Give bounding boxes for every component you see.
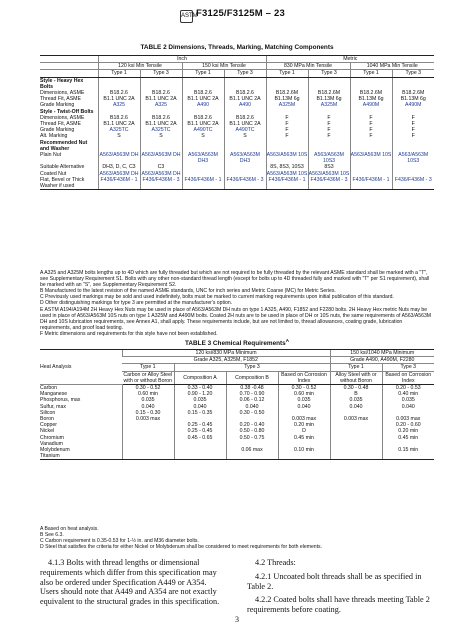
table-cell <box>182 140 224 152</box>
footnote: A A325 and A325M bolts lengths up to 4D which are fully threaded but which are not required to be fully threaded by the relevant ASME standard shall be marked with a "T", see Supplementary Requirement S1. Bolts with any other non-standard thread length (except for bolts up to 4D threaded fully and marked with "T" per S1 requirement), shall be marked with an "S", see Supplementary Requirement S2. <box>40 270 430 289</box>
table-cell: 0.035 <box>330 397 382 403</box>
table-cell: S <box>140 133 182 139</box>
type-header: Type 3 <box>140 70 182 77</box>
footnote: B Manufactured to the latest revision of the named ASME standards, UNC for inch series and Metric Coarse (MC) for Metric Series. <box>40 288 336 295</box>
heat-analysis-header: Heat Analysis <box>40 350 122 385</box>
table3-title-sup: A <box>285 338 289 343</box>
table-cell: A563/A563M 10S3 <box>392 152 434 164</box>
row-label: Style - Heavy Hex Bolts <box>40 77 84 90</box>
paragraph-4-2-2: 4.2.2 Coated bolts shall have threads meeting Table 2 requirements before coating. <box>247 595 430 615</box>
row-label: Boron <box>40 416 54 423</box>
row-label: Plain Nut <box>40 152 62 159</box>
table-cell: F <box>392 127 434 133</box>
table-cell: B1.1 UNC 2A <box>182 96 224 102</box>
table-cell: B18.2.6 <box>224 90 266 96</box>
table-cell: B1.1 UNC 2A <box>224 96 266 102</box>
type1-header: Type 1 <box>122 364 174 371</box>
grade-metric: 150 ksi/1040 MPa Minimum <box>330 350 434 357</box>
row-label: Grade Marking <box>40 102 75 109</box>
type-header: Type 1 <box>266 70 308 77</box>
table-cell: B <box>330 391 382 397</box>
table-cell: A563/A563M 10S <box>308 170 350 177</box>
table-cell: 0.38 -0.48 <box>226 385 278 392</box>
row-label: Suitable Alternative <box>40 164 85 171</box>
table-cell: A325TC <box>140 127 182 133</box>
table-cell: C3 <box>140 164 182 170</box>
type-header: Type 3 <box>224 70 266 77</box>
table-cell: A563/A563M 10S <box>266 152 308 164</box>
table-cell: D <box>278 428 330 434</box>
table-cell: 0.45 min <box>382 435 434 441</box>
table-cell: B18.2.6 <box>182 115 224 121</box>
astm-logo-icon: ASTM <box>180 10 193 23</box>
table-cell: 0.25 - 0.45 <box>174 422 226 428</box>
type-header: Type 1 <box>182 70 224 77</box>
table-cell: F <box>266 133 308 139</box>
table-cell: 0.30 - 0.50 <box>226 410 278 416</box>
table-cell: S <box>182 133 224 139</box>
table-cell: F <box>392 115 434 121</box>
col-header: Composition B <box>226 371 278 384</box>
row-label: Alt. Marking <box>40 133 68 140</box>
group-header: 1040 MPa Min Tensile <box>350 63 434 70</box>
table3-footnotes <box>40 526 434 550</box>
table-cell: B18.2.6 <box>98 90 140 96</box>
table-cell: 0.50 - 0.75 <box>226 435 278 441</box>
table-cell: DH3, D, C, C3 <box>98 164 140 170</box>
table-cell: 0.45 min <box>278 435 330 441</box>
table-cell: 8S3 <box>308 164 350 170</box>
table-cell: 0.45 - 0.65 <box>174 435 226 441</box>
row-label: Grade Marking <box>40 127 75 134</box>
table-cell: 0.15 - 0.30 <box>122 410 174 416</box>
table-cell: A563/A563M DH <box>140 152 182 164</box>
table-cell <box>308 77 350 90</box>
paragraph-4-2-1: 4.2.1 Uncoated bolt threads shall be as specified in Table 2. <box>247 571 422 591</box>
table3-title-text: TABLE 3 Chemical Requirements <box>185 340 286 348</box>
table-cell <box>182 77 224 90</box>
table-cell: A490TC <box>224 127 266 133</box>
section-4-2-heading: 4.2 Threads: <box>255 558 296 567</box>
row-label: Dimensions, ASME <box>40 114 85 121</box>
table-cell: A325 <box>140 102 182 108</box>
table-cell: B18.2.6 <box>140 90 182 96</box>
table-cell: 0.035 <box>122 397 174 403</box>
table-cell <box>350 140 392 152</box>
row-label: Manganese <box>40 391 68 398</box>
table-cell: 0.60 min <box>122 391 174 397</box>
table-cell: F <box>266 115 308 121</box>
table3 <box>40 349 434 460</box>
table-cell <box>140 77 182 90</box>
table-cell <box>308 140 350 152</box>
table-cell: A325M <box>308 102 350 108</box>
table-cell: B18.2.6 <box>98 115 140 121</box>
table-cell: 0.50 - 0.80 <box>226 428 278 434</box>
table3-title <box>0 338 474 347</box>
row-label: Thread Fit, ASME <box>40 96 81 103</box>
table-cell: S <box>224 133 266 139</box>
table-row <box>40 152 434 164</box>
type1-header: Type 1 <box>330 364 382 371</box>
table-cell: A563/A563M DH <box>99 170 139 177</box>
table-cell: 0.30 - 0.52 <box>278 385 330 392</box>
table-cell: F <box>308 121 350 127</box>
table-cell: 0.003 max <box>382 416 434 422</box>
table-row <box>40 177 434 190</box>
row-label: Style - Twist-Off Bolts <box>40 108 94 115</box>
type3-header: Type 3 <box>382 364 434 371</box>
table-cell <box>392 77 434 90</box>
row-label: Silicon <box>40 409 56 416</box>
table-cell: B1.1 UNC 2A <box>182 121 224 127</box>
table-cell: F436/F436M - 1 <box>350 177 392 190</box>
table-cell: 0.15 min <box>382 447 434 453</box>
table-cell: B18.2.6M <box>308 90 350 96</box>
body-right-column <box>247 558 434 619</box>
table-cell: F <box>350 127 392 133</box>
table-cell <box>122 453 174 460</box>
type-header: Type 1 <box>98 70 140 77</box>
table-cell: A563/A563M DH <box>98 152 140 164</box>
table2-title: TABLE 2 Dimensions, Threads, Marking, Matching Components <box>140 44 334 51</box>
table-cell: A563/A563M 10S3 <box>308 152 350 164</box>
table-cell: B18.2.6 <box>182 90 224 96</box>
footnote: C Previously used markings may be sold and used indefinitely, bolts must be marked to current marking requirements upon initial publication of this standard. <box>40 294 394 301</box>
table-cell <box>224 140 266 152</box>
table-cell: 0.15 - 0.35 <box>174 410 226 416</box>
row-label: Copper <box>40 422 58 429</box>
table-cell: B1.1 UNC 2A <box>98 96 140 102</box>
table-cell: F <box>308 133 350 139</box>
page-header <box>0 4 474 26</box>
table-cell: F <box>392 133 434 139</box>
table-cell: 0.06 - 0.12 <box>226 397 278 403</box>
table-cell: 0.040 <box>382 404 434 410</box>
table-cell: B1.13M 6g <box>266 96 308 102</box>
table-cell: F <box>266 121 308 127</box>
row-label: Thread Fit, ASME <box>40 121 81 128</box>
table-cell: F <box>308 127 350 133</box>
table-cell: A563/A563M 10S <box>350 152 392 164</box>
table-cell: A490M <box>392 102 434 108</box>
col-header: Based on Corrosion Index <box>382 371 434 384</box>
footnote: E ASTM A194/A194M 2H Heavy Hex Nuts may be used in place of A563/A563M DH nuts on type 1 A325, A490, F1852 and F2280 bolts. 2H Heavy Hex metric Nuts may be used in place of A563/A563M 10S nuts on type 1 A325M and A490M bolts. Coated 2H nuts are to be used in place of DH or 10S nuts, the same requirements of A563/A563M DH and 10S lubrication requirements, see Annex A1, shall apply. These requirements include, but are not limited to, thread allowances, coating grade, lubrication requirements, and proof load testing. <box>40 306 432 331</box>
table-cell: A563/A563M DH3 <box>224 152 266 164</box>
table-cell: F436/F436M - 1 <box>182 177 224 190</box>
table-cell: 0.20 min <box>278 422 330 428</box>
table-row <box>40 453 434 460</box>
footnote: F Metric dimensions and requirements for this style have not been established. <box>40 330 218 337</box>
page-number: 3 <box>235 615 239 624</box>
table-cell <box>350 77 392 90</box>
col-header: Carbon or Alloy Steel with or without Boron <box>123 371 173 384</box>
table-cell: 0.40 min <box>382 391 434 397</box>
table-cell: 0.90 - 1.20 <box>174 391 226 397</box>
body-left-column <box>40 558 227 611</box>
footnote: B See 6.3. <box>40 532 64 539</box>
table-cell: B18.2.6M <box>350 90 392 96</box>
table-cell: S <box>98 133 140 139</box>
table-cell: F436/F436M - 3 <box>224 177 266 190</box>
table-cell <box>224 77 266 90</box>
row-label: Phosphorus, max <box>40 397 81 404</box>
table-cell: B18.2.6M <box>266 90 308 96</box>
table-cell: B1.1 UNC 2A <box>224 121 266 127</box>
table-cell: 0.33 - 0.40 <box>174 385 226 392</box>
table-cell <box>140 140 182 152</box>
type-header: Type 3 <box>308 70 350 77</box>
document-title: F3125/F3125M – 23 <box>196 8 285 19</box>
table-cell: B1.1 UNC 2A <box>140 121 182 127</box>
grades-inch: Grade A325, A325M, F1852 <box>122 357 330 364</box>
table-cell: 0.035 <box>382 397 434 403</box>
footnote: D Other distinguishing markings for type 3 are permitted at the manufacturer's option. <box>40 300 233 307</box>
paragraph-4-1-3: 4.1.3 Bolts with thread lengths or dimensional requirements which differ from this specification may also be ordered under Specification A449 or A354. Users should note that A449 and A354 are not exactly equivalent to the structural grades in this specification. <box>40 558 220 607</box>
table-cell: F436/F436M - 3 <box>392 177 434 190</box>
table-cell: A325 <box>98 102 140 108</box>
table-cell: A325TC <box>98 127 140 133</box>
type-header: Type 1 <box>350 70 392 77</box>
table-cell: F436/F436M - 3 <box>140 177 182 190</box>
table-cell: 0.040 <box>174 404 226 410</box>
table-cell: F <box>392 121 434 127</box>
table-cell: B1.13M 6g <box>392 96 434 102</box>
row-label: Molybdenum <box>40 447 70 454</box>
table-cell: B18.2.6M <box>392 90 434 96</box>
table-cell: 0.035 <box>278 397 330 403</box>
table-cell: F <box>350 133 392 139</box>
table-cell: B1.13M 6g <box>350 96 392 102</box>
table-row <box>40 77 434 90</box>
footnote: C Carbon requirement is 0.35-0.53 for 1-½ in. and M36 diameter bolts. <box>40 538 199 545</box>
table-cell: B1.1 UNC 2A <box>140 96 182 102</box>
table-cell: A490M <box>350 102 392 108</box>
type-header: Type 3 <box>392 70 434 77</box>
col-header: Based on Corrosion Index <box>278 371 330 384</box>
table-cell: A490TC <box>182 127 224 133</box>
table2 <box>40 55 434 190</box>
table-cell: A563/A563M DH3 <box>182 152 224 164</box>
table-cell: 0.035 <box>174 397 226 403</box>
table-cell: F <box>350 115 392 121</box>
table-cell: 0.040 <box>122 404 174 410</box>
footnote: D Steel that satisfies the criteria for either Nickel or Molybdenum shall be considered to meet requirements for both elements. <box>40 544 322 551</box>
table-row <box>40 140 434 152</box>
table-cell: 0.20 - 0.60 <box>382 422 434 428</box>
unit-metric: Metric <box>266 56 434 63</box>
row-label: Chromium <box>40 434 64 441</box>
row-label: Carbon <box>40 385 58 392</box>
row-label: Titanium <box>40 453 122 460</box>
table-cell: 0.25 - 0.45 <box>174 428 226 434</box>
table-cell: F436/F436M - 3 <box>308 177 350 190</box>
table2-footnotes <box>40 270 434 337</box>
table-cell: 0.30 - 0.48 <box>330 385 382 392</box>
col-header: Composition A <box>174 371 226 384</box>
table-cell <box>382 453 434 460</box>
row-label: Nickel <box>40 428 55 435</box>
table-cell <box>266 140 308 152</box>
unit-inch: Inch <box>98 56 266 63</box>
row-label: Recommended Nut and Washer <box>40 139 88 152</box>
table-cell <box>98 77 140 90</box>
table-cell: B18.2.6 <box>224 115 266 121</box>
table-cell: 0.20 min <box>382 428 434 434</box>
table-cell: 0.040 <box>226 404 278 410</box>
table-cell: F <box>266 127 308 133</box>
table-cell: 0.60 min <box>278 391 330 397</box>
table-cell: A490 <box>224 102 266 108</box>
table-cell: F <box>308 115 350 121</box>
table-cell: A490 <box>182 102 224 108</box>
table-cell: 0.20 - 0.40 <box>226 422 278 428</box>
table-cell: 0.10 min <box>278 447 330 453</box>
table-cell: A325M <box>266 102 308 108</box>
table-cell <box>278 453 330 460</box>
table-cell: 0.003 max <box>278 416 330 422</box>
table-cell <box>226 453 278 460</box>
col-header: Alloy Steel with or without Boron <box>330 371 382 384</box>
type3-header: Type 3 <box>174 364 330 371</box>
row-label: Sulfur, max <box>40 403 66 410</box>
table-cell: 0.003 max <box>330 416 382 422</box>
grade-inch: 120 ksi/830 MPa Minimum <box>122 350 330 357</box>
table-cell <box>330 453 382 460</box>
table-cell: 0.20 - 0.53 <box>382 385 434 392</box>
table-cell: B1.1 UNC 2A <box>98 121 140 127</box>
table-cell: F436/F436M - 1 <box>266 177 308 190</box>
table-cell: B1.13M 6g <box>308 96 350 102</box>
table-cell: A563/A563M DH <box>141 170 181 177</box>
row-label: Dimensions, ASME <box>40 90 85 97</box>
table-cell: 0.040 <box>330 404 382 410</box>
table-cell: 8S, 8S3, 10S3 <box>266 164 308 170</box>
row-label: Vanadium <box>40 440 63 447</box>
table-row <box>40 385 434 392</box>
footnote: A Based on heat analysis. <box>40 526 99 532</box>
table-cell <box>266 77 308 90</box>
table-cell: B18.2.6 <box>140 115 182 121</box>
group-header: 830 MPa Min Tensile <box>266 63 350 70</box>
grades-metric: Grade A490, A490M, F2280 <box>330 357 434 364</box>
row-label: Flat, Bevel or Thick Washer if used <box>40 177 98 190</box>
table-cell: 0.003 max <box>122 416 174 422</box>
row-label: Coated Nut <box>40 170 67 177</box>
table-cell <box>174 453 226 460</box>
table-cell: F436/F436M - 1 <box>98 177 140 190</box>
table-cell: 0.70 - 0.90 <box>226 391 278 397</box>
table-cell: 0.30 - 0.52 <box>122 385 174 392</box>
table-cell: F <box>350 121 392 127</box>
group-header: 120 ksi Min Tensile <box>98 63 182 70</box>
table-cell: A563/A563M 10S <box>266 170 308 177</box>
table-cell: 0.040 <box>278 404 330 410</box>
table-cell <box>98 140 140 152</box>
table-cell <box>392 140 434 152</box>
group-header: 150 ksi Min Tensile <box>182 63 266 70</box>
table-cell: 0.06 max <box>226 447 278 453</box>
